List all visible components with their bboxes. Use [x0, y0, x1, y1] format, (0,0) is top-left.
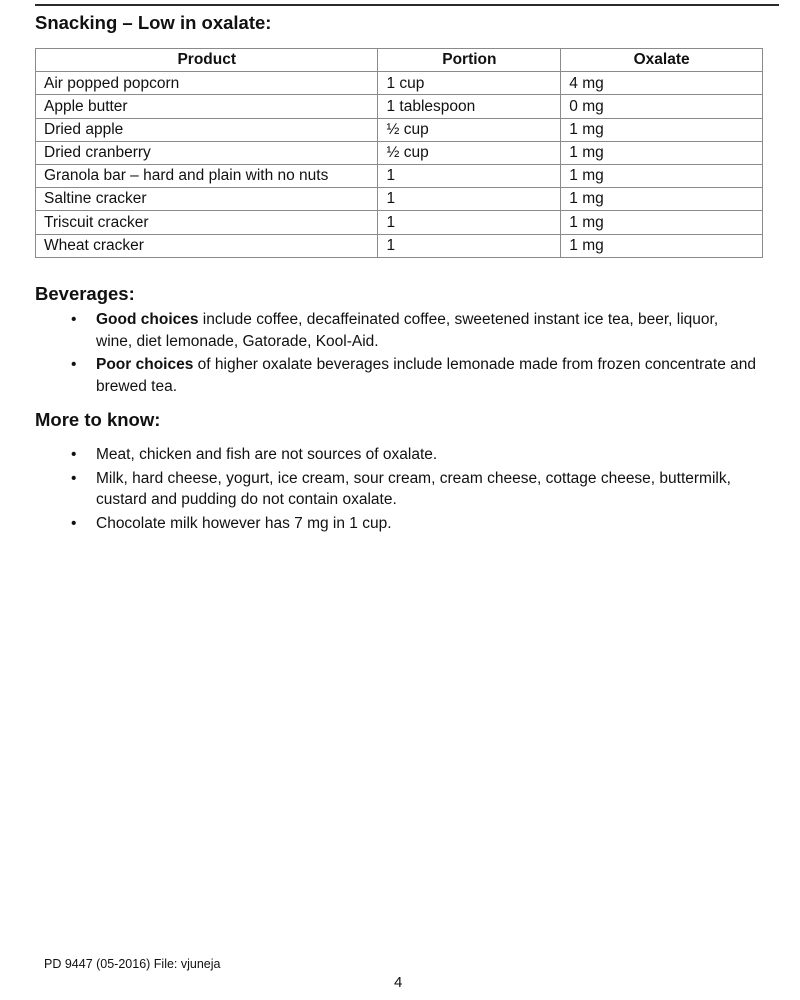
- top-divider: [35, 4, 779, 6]
- list-item: [0, 444, 756, 466]
- portion-cell: ½ cup: [378, 141, 561, 164]
- oxalate-cell: 1 mg: [561, 164, 763, 187]
- column-header-product: Product: [36, 49, 378, 72]
- oxalate-cell: 0 mg: [561, 95, 763, 118]
- product-cell: Wheat cracker: [36, 234, 378, 257]
- portion-cell: 1: [378, 188, 561, 211]
- table-row: [36, 72, 763, 95]
- poor-choices-label: Poor choices: [96, 356, 194, 373]
- list-item-text: Chocolate milk however has 7 mg in 1 cup.: [96, 514, 392, 532]
- more-to-know-heading: More to know:: [35, 409, 161, 430]
- oxalate-cell: 1 mg: [561, 188, 763, 211]
- list-item: [0, 513, 756, 535]
- more-to-know-list: [0, 444, 756, 536]
- bullet-icon: •: [71, 356, 77, 373]
- table-header-row: [36, 49, 763, 72]
- portion-cell: 1: [378, 211, 561, 234]
- list-item-good-choices: [0, 309, 756, 352]
- column-header-oxalate: Oxalate: [561, 49, 763, 72]
- table-row: [36, 234, 763, 257]
- table-row: [36, 95, 763, 118]
- table-row: [36, 211, 763, 234]
- column-header-portion: Portion: [378, 49, 561, 72]
- oxalate-table: [35, 48, 763, 258]
- bullet-icon: •: [71, 514, 77, 532]
- bullet-icon: •: [71, 469, 77, 487]
- table-row: [36, 118, 763, 141]
- product-cell: Saltine cracker: [36, 188, 378, 211]
- product-cell: Air popped popcorn: [36, 72, 378, 95]
- good-choices-text: include coffee, decaffeinated coffee, sweetened instant ice tea, beer, liquor, wine, diet lemonade, Gatorade, Kool-Aid.: [96, 311, 719, 350]
- list-item-poor-choices: [0, 354, 756, 397]
- list-item: [0, 468, 756, 511]
- snacking-heading: Snacking – Low in oxalate:: [35, 12, 272, 33]
- portion-cell: 1 cup: [378, 72, 561, 95]
- good-choices-label: Good choices: [96, 311, 199, 328]
- beverages-list: [0, 309, 756, 399]
- list-item-text: Meat, chicken and fish are not sources of oxalate.: [96, 446, 438, 463]
- product-cell: Triscuit cracker: [36, 211, 378, 234]
- bullet-icon: •: [71, 311, 77, 328]
- list-item-text: Milk, hard cheese, yogurt, ice cream, sour cream, cream cheese, cottage cheese, buttermilk, custard and pudding do not contain oxalate.: [96, 469, 731, 508]
- oxalate-cell: 1 mg: [561, 141, 763, 164]
- page-number: 4: [394, 974, 403, 991]
- table-row: [36, 164, 763, 187]
- bullet-icon: •: [71, 446, 77, 463]
- table-row: [36, 188, 763, 211]
- beverages-heading: Beverages:: [35, 283, 135, 304]
- product-cell: Dried apple: [36, 118, 378, 141]
- portion-cell: 1: [378, 164, 561, 187]
- product-cell: Granola bar – hard and plain with no nuts: [36, 164, 378, 187]
- product-cell: Dried cranberry: [36, 141, 378, 164]
- poor-choices-text: of higher oxalate beverages include lemonade made from frozen concentrate and brewed tea.: [96, 356, 756, 395]
- portion-cell: 1: [378, 234, 561, 257]
- oxalate-cell: 1 mg: [561, 234, 763, 257]
- oxalate-cell: 1 mg: [561, 118, 763, 141]
- table-row: [36, 141, 763, 164]
- oxalate-cell: 4 mg: [561, 72, 763, 95]
- oxalate-cell: 1 mg: [561, 211, 763, 234]
- portion-cell: 1 tablespoon: [378, 95, 561, 118]
- footer-document-code: PD 9447 (05-2016) File: vjuneja: [44, 957, 221, 971]
- product-cell: Apple butter: [36, 95, 378, 118]
- portion-cell: ½ cup: [378, 118, 561, 141]
